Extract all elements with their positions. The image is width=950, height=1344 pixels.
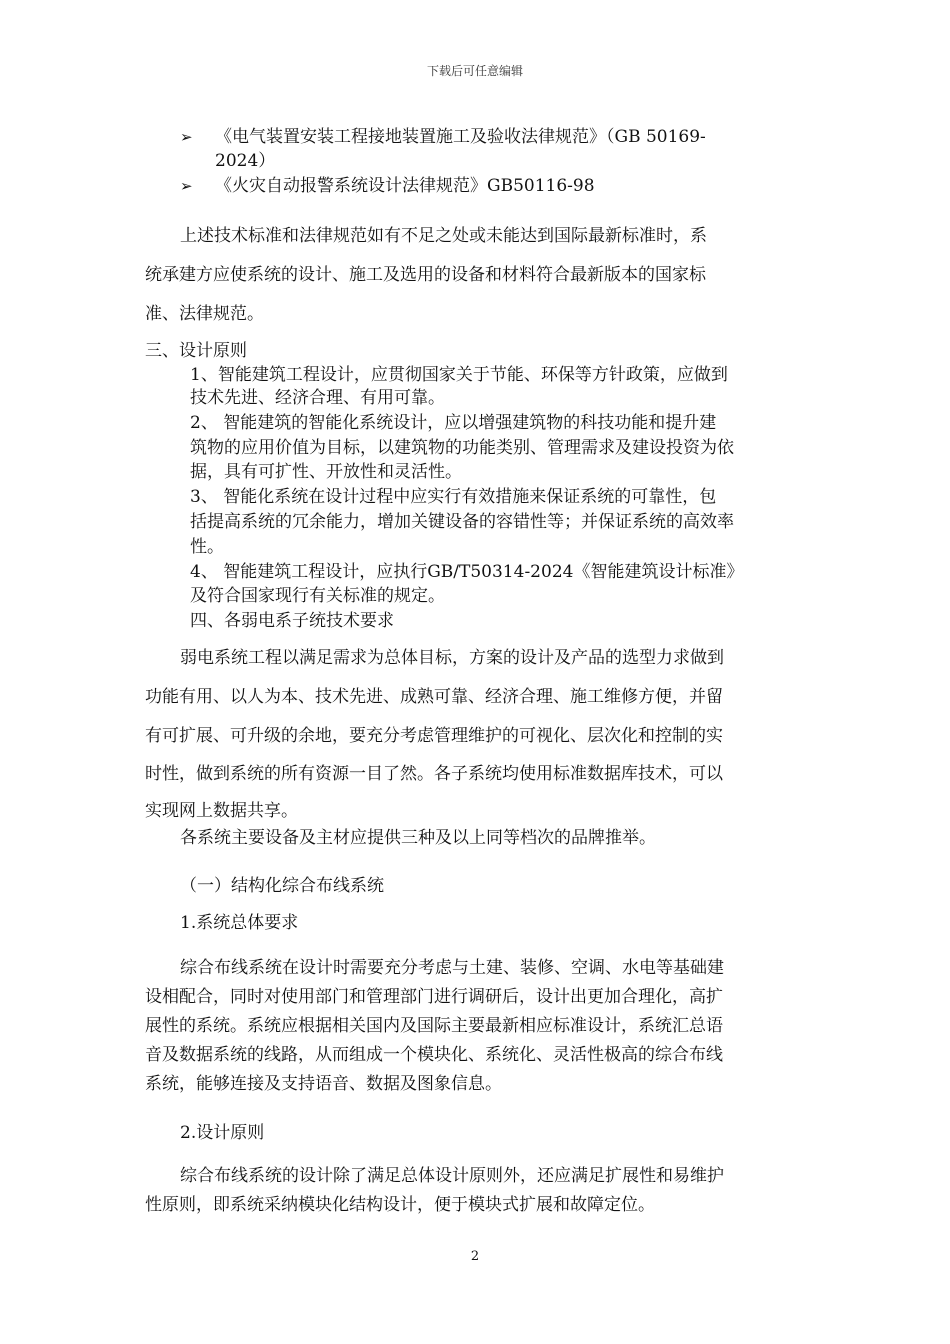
principle-line: 技术先进、经济合理、有用可靠。 bbox=[190, 388, 445, 408]
principle-line: 括提高系统的冗余能力，增加关键设备的容错性等；并保证系统的高效率 bbox=[190, 512, 734, 532]
section-heading: 三、设计原则 bbox=[145, 341, 247, 361]
principle-line: 4、 智能建筑工程设计，应执行GB/T50314-2024《智能建筑设计标准》 bbox=[190, 562, 744, 582]
paragraph-line: 展性的系统。系统应根据相关国内及国际主要最新相应标准设计，系统汇总语 bbox=[145, 1016, 723, 1036]
paragraph-line: 统承建方应使系统的设计、施工及选用的设备和材料符合最新版本的国家标 bbox=[145, 265, 706, 285]
paragraph-line: 系统，能够连接及支持语音、数据及图象信息。 bbox=[145, 1074, 502, 1094]
arrow-bullet-icon: ➢ bbox=[180, 177, 193, 195]
principle-line: 1、智能建筑工程设计，应贯彻国家关于节能、环保等方针政策，应做到 bbox=[190, 365, 728, 385]
principle-line: 2、 智能建筑的智能化系统设计，应以增强建筑物的科技功能和提升建 bbox=[190, 413, 717, 433]
paragraph-line: 准、法律规范。 bbox=[145, 304, 264, 324]
paragraph-line: 功能有用、以人为本、技术先进、成熟可靠、经济合理、施工维修方便，并留 bbox=[145, 687, 723, 707]
bullet-text-line: 《电气装置安装工程接地装置施工及验收法律规范》（GB 50169- bbox=[215, 127, 706, 147]
paragraph-line: 设相配合，同时对使用部门和管理部门进行调研后，设计出更加合理化，高扩 bbox=[145, 987, 723, 1007]
principle-line: 3、 智能化系统在设计过程中应实行有效措施来保证系统的可靠性，包 bbox=[190, 487, 717, 507]
paragraph-line: 时性，做到系统的所有资源一目了然。各子系统均使用标准数据库技术，可以 bbox=[145, 764, 723, 784]
page-number: 2 bbox=[470, 1249, 480, 1264]
bullet-text-line: 2024） bbox=[215, 151, 276, 171]
paragraph-line: 有可扩展、可升级的余地，要充分考虑管理维护的可视化、层次化和控制的实 bbox=[145, 726, 723, 746]
paragraph-line: 各系统主要设备及主材应提供三种及以上同等档次的品牌推举。 bbox=[180, 828, 656, 848]
principle-line: 及符合国家现行有关标准的规定。 bbox=[190, 586, 445, 606]
principle-line: 性。 bbox=[190, 537, 224, 557]
paragraph-line: 综合布线系统的设计除了满足总体设计原则外，还应满足扩展性和易维护 bbox=[180, 1166, 724, 1186]
section-heading: 四、各弱电系子统技术要求 bbox=[190, 611, 394, 631]
page-header: 下载后可任意编辑 bbox=[426, 64, 523, 78]
subsection-heading: （一）结构化综合布线系统 bbox=[180, 876, 384, 896]
paragraph-line: 弱电系统工程以满足需求为总体目标，方案的设计及产品的选型力求做到 bbox=[180, 648, 724, 668]
paragraph-line: 综合布线系统在设计时需要充分考虑与土建、装修、空调、水电等基础建 bbox=[180, 958, 724, 978]
principle-line: 筑物的应用价值为目标，以建筑物的功能类别、管理需求及建设投资为依 bbox=[190, 438, 734, 458]
paragraph-line: 性原则，即系统采纳模块化结构设计，便于模块式扩展和故障定位。 bbox=[145, 1195, 655, 1215]
paragraph-line: 实现网上数据共享。 bbox=[145, 801, 298, 821]
bullet-text-line: 《火灾自动报警系统设计法律规范》GB50116-98 bbox=[215, 176, 595, 196]
arrow-bullet-icon: ➢ bbox=[180, 128, 193, 146]
subsection-heading: 2.设计原则 bbox=[180, 1123, 265, 1143]
paragraph-line: 音及数据系统的线路，从而组成一个模块化、系统化、灵活性极高的综合布线 bbox=[145, 1045, 723, 1065]
paragraph-line: 上述技术标准和法律规范如有不足之处或未能达到国际最新标准时，系 bbox=[180, 226, 707, 246]
subsection-heading: 1.系统总体要求 bbox=[180, 913, 299, 933]
principle-line: 据，具有可扩性、开放性和灵活性。 bbox=[190, 462, 462, 482]
